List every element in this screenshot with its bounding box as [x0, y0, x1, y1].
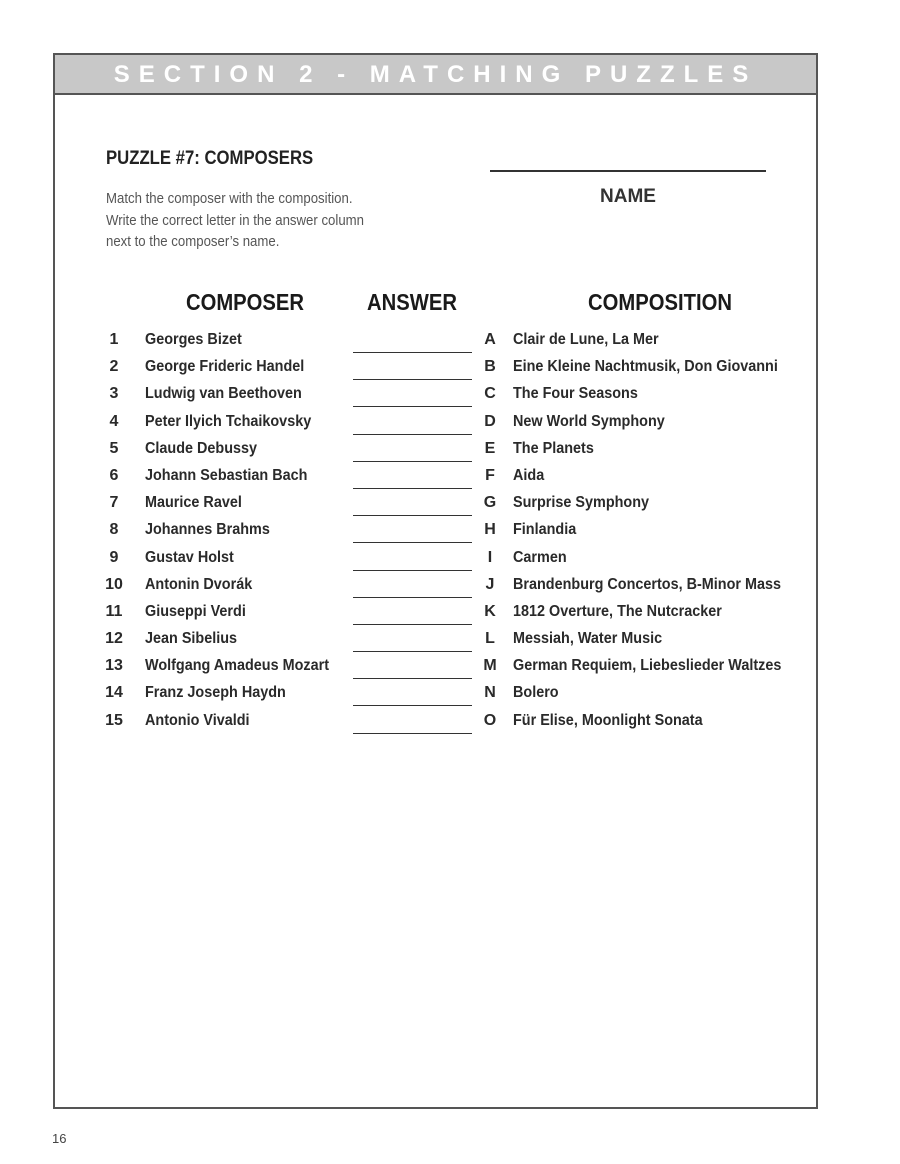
answer-blank[interactable]	[353, 597, 472, 598]
row-number: 3	[109, 385, 119, 403]
row-number: 2	[109, 358, 119, 376]
answer-blank[interactable]	[353, 542, 472, 543]
composition-title: Bolero	[513, 684, 559, 702]
row-number: 4	[109, 412, 119, 430]
table-row	[0, 491, 900, 518]
row-number: 1	[109, 331, 119, 348]
composer-name: Antonin Dvorák	[145, 575, 253, 593]
row-number: 13	[105, 657, 123, 675]
page-number: 16	[52, 1131, 67, 1146]
composer-name: Ludwig van Beethoven	[145, 385, 302, 403]
composition-title: Brandenburg Concertos, B-Minor Mass	[513, 575, 782, 593]
answer-blank[interactable]	[353, 705, 472, 706]
answer-blank[interactable]	[353, 624, 472, 625]
composition-letter: L	[485, 630, 495, 648]
composition-title: Surprise Symphony	[513, 494, 650, 512]
matching-table	[0, 328, 900, 736]
composition-letter: F	[485, 466, 495, 484]
row-number: 8	[109, 521, 119, 539]
puzzle-title: PUZZLE #7: COMPOSERS	[106, 148, 314, 169]
table-row	[0, 546, 900, 573]
table-row	[0, 518, 900, 545]
composition-title: Clair de Lune, La Mer	[513, 331, 659, 348]
row-number: 6	[109, 466, 119, 484]
composer-name: George Frideric Handel	[145, 358, 305, 376]
composer-name: Gustav Holst	[145, 548, 234, 566]
table-row	[0, 464, 900, 491]
answer-blank[interactable]	[353, 570, 472, 571]
answer-blank[interactable]	[353, 733, 472, 734]
composer-column-header: COMPOSER	[185, 289, 305, 315]
composition-title: Eine Kleine Nachtmusik, Don Giovanni	[513, 358, 778, 376]
composer-name: Giuseppi Verdi	[145, 602, 246, 620]
table-row	[0, 382, 900, 409]
composition-title: The Four Seasons	[513, 385, 638, 403]
composition-title: Finlandia	[513, 521, 577, 539]
table-row	[0, 627, 900, 654]
composition-letter: C	[484, 385, 496, 403]
composition-title: Für Elise, Moonlight Sonata	[513, 711, 703, 729]
composition-letter: E	[484, 439, 496, 457]
row-number: 11	[105, 602, 123, 620]
composition-title: 1812 Overture, The Nutcracker	[513, 602, 722, 620]
answer-blank[interactable]	[353, 352, 472, 353]
row-number: 9	[109, 548, 119, 566]
composer-name: Johann Sebastian Bach	[145, 466, 308, 484]
composer-name: Franz Joseph Haydn	[145, 684, 286, 702]
answer-blank[interactable]	[353, 678, 472, 679]
composition-column-header: COMPOSITION	[588, 289, 732, 315]
table-row	[0, 709, 900, 736]
answer-blank[interactable]	[353, 379, 472, 380]
table-row	[0, 328, 900, 355]
composition-letter: K	[484, 602, 496, 620]
answer-blank[interactable]	[353, 651, 472, 652]
instructions	[106, 188, 364, 253]
composition-title: New World Symphony	[513, 412, 665, 430]
table-row	[0, 410, 900, 437]
name-label: NAME	[600, 186, 656, 207]
row-number: 5	[109, 439, 119, 457]
composition-title: Carmen	[513, 548, 567, 566]
name-field[interactable]	[490, 170, 766, 172]
composer-name: Johannes Brahms	[145, 521, 270, 539]
row-number: 10	[105, 575, 123, 593]
composer-name: Claude Debussy	[145, 439, 258, 457]
row-number: 7	[109, 494, 119, 512]
answer-blank[interactable]	[353, 461, 472, 462]
composer-name: Jean Sibelius	[145, 630, 238, 648]
instruction-line: Write the correct letter in the answer column	[106, 211, 365, 229]
composition-letter: M	[483, 657, 497, 675]
composition-title: German Requiem, Liebeslieder Waltzes	[513, 657, 782, 675]
composition-letter: D	[484, 412, 496, 430]
composer-name: Wolfgang Amadeus Mozart	[145, 657, 330, 675]
composition-title: The Planets	[513, 439, 594, 457]
composer-name: Antonio Vivaldi	[145, 711, 250, 729]
composition-letter: A	[484, 331, 496, 348]
instruction-line: next to the composer’s name.	[106, 233, 280, 250]
composition-letter: O	[483, 711, 497, 729]
composer-name: Georges Bizet	[145, 331, 242, 348]
row-number: 14	[105, 684, 123, 702]
composer-name: Maurice Ravel	[145, 494, 242, 512]
composition-letter: I	[487, 548, 493, 566]
composition-letter: G	[483, 494, 497, 512]
table-row	[0, 355, 900, 382]
table-row	[0, 573, 900, 600]
table-row	[0, 654, 900, 681]
instruction-line: Match the composer with the composition.	[106, 190, 353, 207]
table-row	[0, 600, 900, 627]
answer-blank[interactable]	[353, 434, 472, 435]
answer-blank[interactable]	[353, 406, 472, 407]
row-number: 15	[105, 711, 123, 729]
composition-letter: H	[484, 521, 496, 539]
answer-blank[interactable]	[353, 515, 472, 516]
composition-letter: N	[484, 684, 496, 702]
table-row	[0, 681, 900, 708]
composition-title: Messiah, Water Music	[513, 630, 663, 648]
composition-letter: B	[484, 358, 496, 376]
row-number: 12	[105, 630, 123, 648]
section-banner: SECTION 2 - MATCHING PUZZLES	[55, 55, 816, 95]
table-row	[0, 437, 900, 464]
answer-blank[interactable]	[353, 488, 472, 489]
composer-name: Peter Ilyich Tchaikovsky	[145, 412, 312, 430]
answer-column-header: ANSWER	[367, 289, 457, 315]
composition-title: Aida	[513, 466, 545, 484]
composition-letter: J	[485, 575, 495, 593]
